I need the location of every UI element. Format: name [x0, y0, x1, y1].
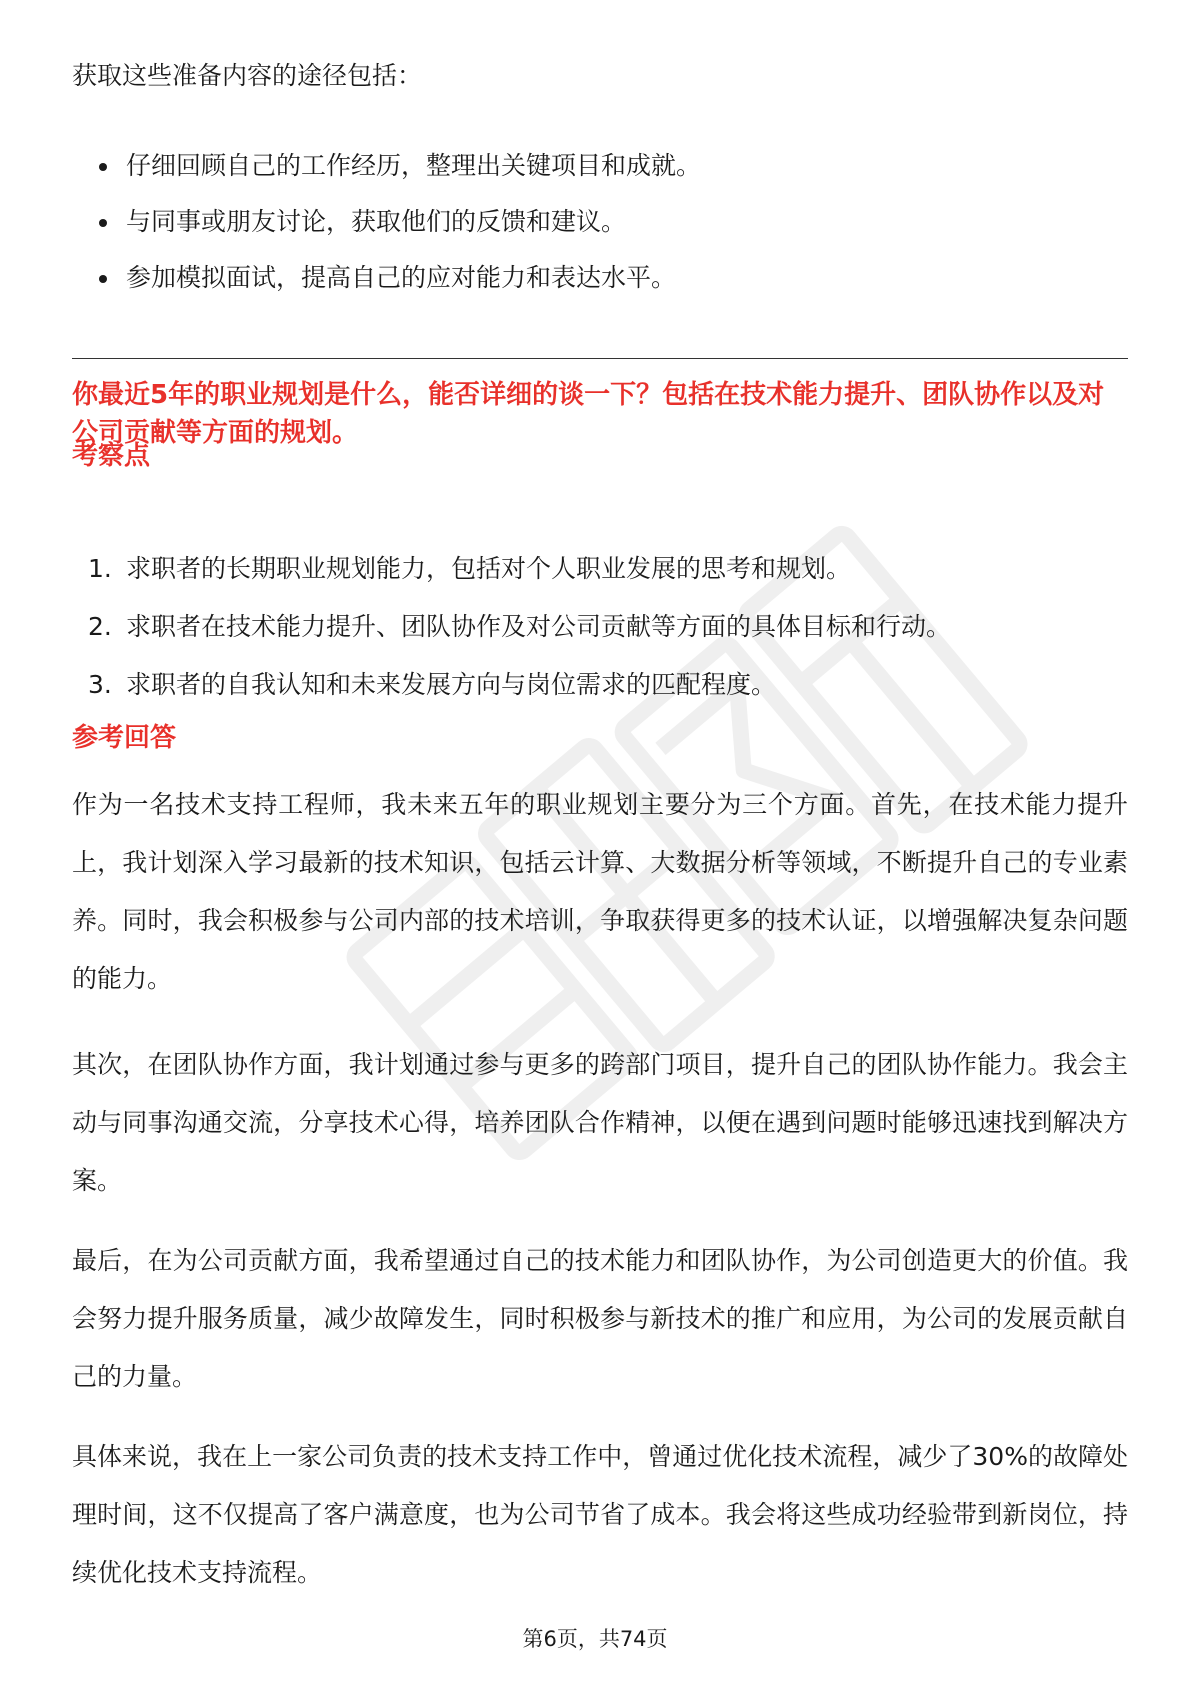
- list-item-text: 参加模拟面试，提高自己的应对能力和表达水平。: [126, 263, 677, 292]
- list-item: [72, 540, 951, 598]
- bullet-icon: [99, 163, 107, 171]
- list-item-text: 求职者的长期职业规划能力，包括对个人职业发展的思考和规划。: [126, 554, 852, 583]
- list-number: 3.: [88, 670, 112, 699]
- list-item-text: 与同事或朋友讨论，获取他们的反馈和建议。: [126, 207, 627, 236]
- list-item-text: 求职者在技术能力提升、团队协作及对公司贡献等方面的具体目标和行动。: [126, 612, 952, 641]
- intro-text: 获取这些准备内容的途径包括：: [72, 61, 423, 90]
- assessment-points-list: [72, 540, 951, 714]
- list-item-text: 求职者的自我认知和未来发展方向与岗位需求的匹配程度。: [126, 670, 777, 699]
- page-number: 第6页，共74页: [522, 1627, 668, 1651]
- list-item: [72, 194, 701, 250]
- list-item: [72, 250, 701, 306]
- list-number: 1.: [88, 554, 112, 583]
- list-item: [72, 138, 701, 194]
- bullet-icon: [99, 219, 107, 227]
- answer-paragraph: 具体来说，我在上一家公司负责的技术支持工作中，曾通过优化技术流程，减少了30%的故障处理时间，这不仅提高了客户满意度，也为公司节省了成本。我会将这些成功经验带到新岗位，持续优化技术支持流程。: [72, 1442, 1128, 1587]
- question-title: 你最近5年的职业规划是什么，能否详细的谈一下？包括在技术能力提升、团队协作以及对公司贡献等方面的规划。: [72, 380, 1105, 448]
- assessment-heading: 考察点: [72, 441, 151, 471]
- answer-paragraph: 最后，在为公司贡献方面，我希望通过自己的技术能力和团队协作，为公司创造更大的价值。我会努力提升服务质量，减少故障发生，同时积极参与新技术的推广和应用，为公司的发展贡献自己的力量。: [72, 1246, 1128, 1391]
- preparation-list: [72, 138, 701, 306]
- answer-paragraph: 其次，在团队协作方面，我计划通过参与更多的跨部门项目，提升自己的团队协作能力。我会主动与同事沟通交流，分享技术心得，培养团队合作精神，以便在遇到问题时能够迅速找到解决方案。: [72, 1050, 1128, 1195]
- bullet-icon: [99, 275, 107, 283]
- reference-answer-heading: 参考回答: [72, 723, 177, 753]
- list-item: [72, 656, 951, 714]
- answer-paragraph: 作为一名技术支持工程师，我未来五年的职业规划主要分为三个方面。首先，在技术能力提升上，我计划深入学习最新的技术知识，包括云计算、大数据分析等领域，不断提升自己的专业素养。同时，我会积极参与公司内部的技术培训，争取获得更多的技术认证，以增强解决复杂问题的能力。: [72, 790, 1128, 993]
- list-item: [72, 598, 951, 656]
- list-item-text: 仔细回顾自己的工作经历，整理出关键项目和成就。: [126, 151, 702, 180]
- section-divider: [72, 358, 1128, 359]
- list-number: 2.: [88, 612, 112, 641]
